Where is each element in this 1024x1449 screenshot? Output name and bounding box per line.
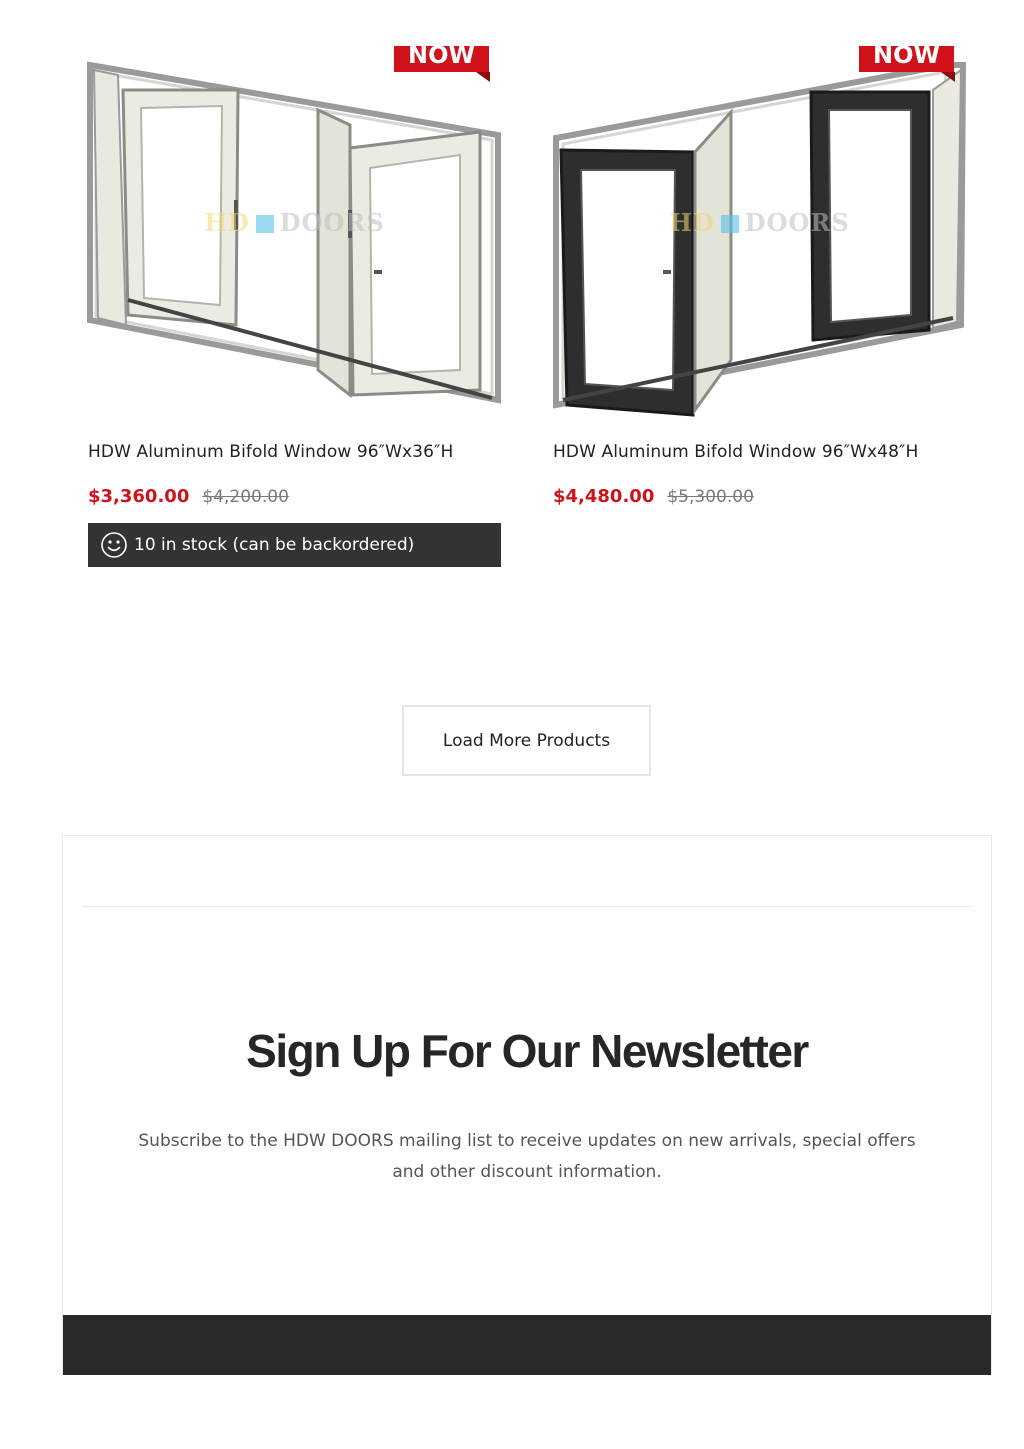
sale-price: $4,480.00 [553, 486, 655, 507]
original-price: $5,300.00 [667, 487, 754, 507]
footer-bar [63, 1315, 991, 1375]
product-card[interactable] [88, 41, 501, 567]
newsletter-title: Sign Up For Our Newsletter [246, 1025, 808, 1077]
price-row [88, 486, 501, 507]
stock-status-bar [88, 523, 501, 567]
original-price: $4,200.00 [202, 487, 289, 507]
product-card[interactable] [553, 41, 966, 507]
sale-price: $3,360.00 [88, 486, 190, 507]
now-badge: NOW [394, 46, 489, 72]
product-title[interactable]: HDW Aluminum Bifold Window 96″Wx48″H [553, 442, 919, 462]
divider [82, 906, 972, 907]
newsletter-description: Subscribe to the HDW DOORS mailing list to receive updates on new arrivals, special offers and other discount information. [138, 1131, 916, 1182]
watermark-logo: HD DOORS [669, 208, 850, 237]
load-more-button[interactable]: Load More Products [402, 705, 651, 776]
newsletter-section [62, 835, 992, 1375]
now-badge: NOW [859, 46, 954, 72]
product-title[interactable]: HDW Aluminum Bifold Window 96″Wx36″H [88, 442, 454, 462]
stock-text: 10 in stock (can be backordered) [134, 535, 415, 555]
product-image[interactable] [553, 41, 966, 410]
product-image[interactable] [88, 41, 501, 410]
watermark-logo: HD DOORS [204, 208, 385, 237]
price-row [553, 486, 966, 507]
smiley-icon [100, 531, 128, 559]
